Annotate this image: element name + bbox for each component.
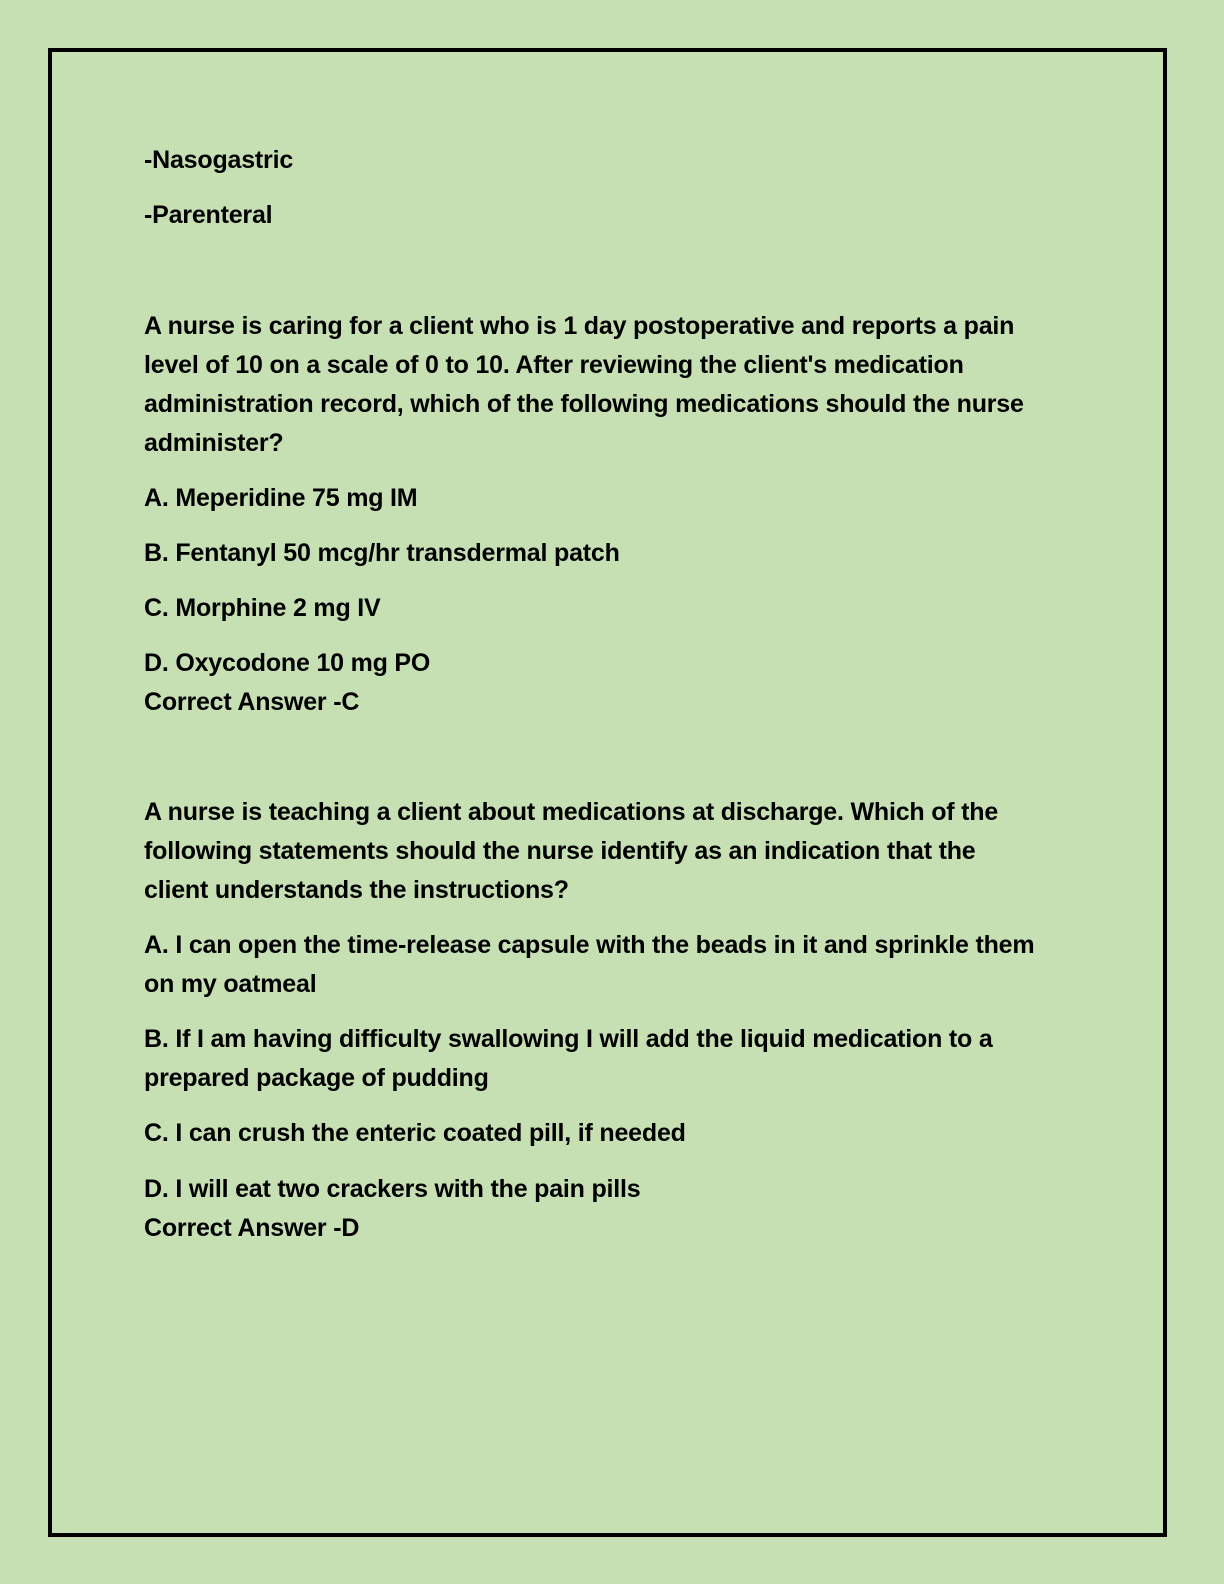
q1-option-b: B. Fentanyl 50 mcg/hr transdermal patch [144,539,620,567]
q1-option-a: A. Meperidine 75 mg IM [144,484,418,512]
q2-stem-line-2: following statements should the nurse identify as an indication that the [144,837,976,865]
q1-option-c: C. Morphine 2 mg IV [144,594,381,622]
q2-option-a-line-1: A. I can open the time-release capsule with the beads in it and sprinkle them [144,931,1035,959]
q1-stem-line-3: administration record, which of the following medications should the nurse [144,390,1024,418]
q2-option-a-line-2: on my oatmeal [144,970,317,998]
intro-line-nasogastric: -Nasogastric [144,146,294,174]
q2-stem-line-3: client understands the instructions? [144,876,569,904]
q1-stem-line-1: A nurse is caring for a client who is 1 day postoperative and reports a pain [144,312,1015,340]
q1-correct-answer: Correct Answer -C [144,688,360,716]
q1-stem-line-4: administer? [144,429,284,457]
q2-stem-line-1: A nurse is teaching a client about medications at discharge. Which of the [144,798,999,826]
q2-option-b-line-1: B. If I am having difficulty swallowing I will add the liquid medication to a [144,1025,993,1053]
q1-stem-line-2: level of 10 on a scale of 0 to 10. After reviewing the client's medication [144,351,964,379]
q1-option-d: D. Oxycodone 10 mg PO [144,649,431,677]
q2-option-d: D. I will eat two crackers with the pain pills [144,1175,641,1203]
q2-correct-answer: Correct Answer -D [144,1214,360,1242]
q2-option-c: C. I can crush the enteric coated pill, if needed [144,1119,686,1147]
intro-line-parenteral: -Parenteral [144,201,273,229]
q2-option-b-line-2: prepared package of pudding [144,1064,489,1092]
